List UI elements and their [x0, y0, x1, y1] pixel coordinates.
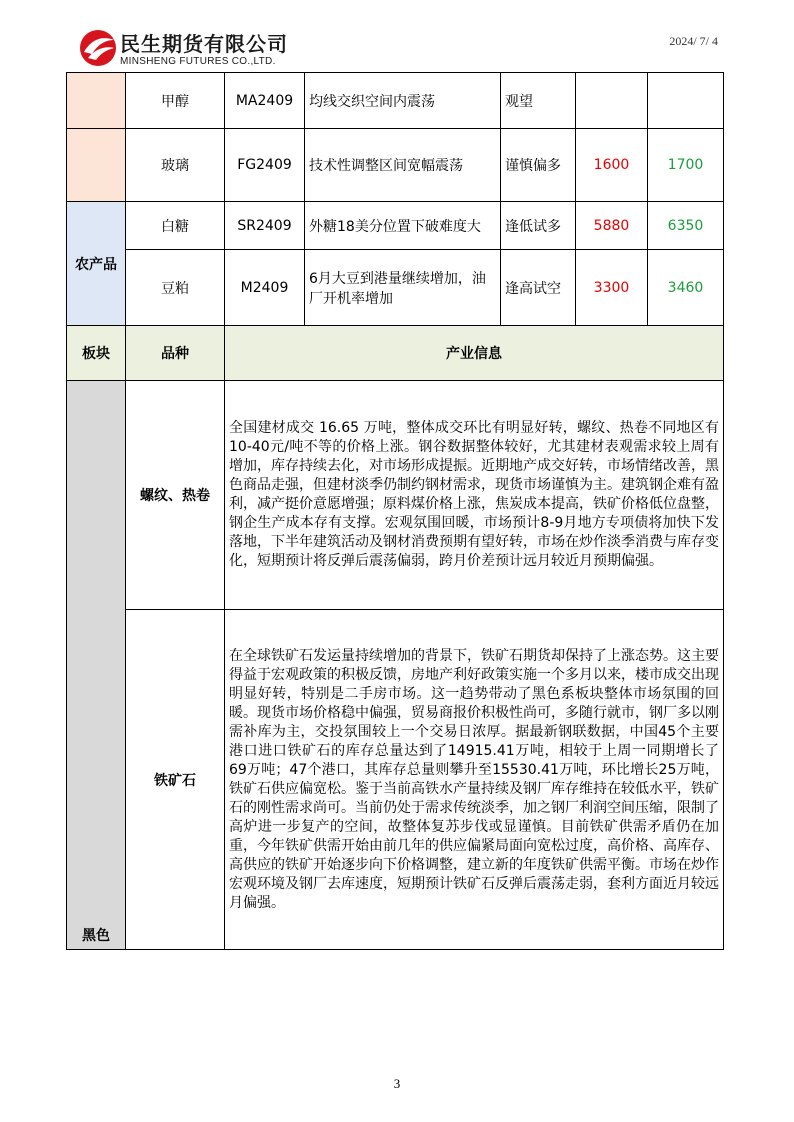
company-name-cn: 民生期货有限公司	[120, 32, 288, 56]
logic-cell: 外糖18美分位置下破难度大	[305, 202, 501, 250]
sector-cell-agri: 农产品	[67, 202, 126, 326]
sector-cell-chem	[67, 129, 126, 202]
variety-cell: 豆粕	[126, 250, 225, 326]
resistance-cell: 1700	[648, 129, 724, 202]
header-industry-info: 产业信息	[225, 326, 724, 381]
support-cell: 5880	[576, 202, 648, 250]
contract-code-cell: MA2409	[225, 73, 305, 129]
logic-cell: 均线交织空间内震荡	[305, 73, 501, 129]
resistance-cell	[648, 73, 724, 129]
logic-cell: 技术性调整区间宽幅震荡	[305, 129, 501, 202]
support-cell	[576, 73, 648, 129]
view-cell: 谨慎偏多	[501, 129, 576, 202]
table-row	[67, 129, 724, 202]
logic-cell: 6月大豆到港量继续增加，油厂开机率增加	[305, 250, 501, 326]
minsheng-logo-icon	[78, 28, 118, 68]
support-cell: 1600	[576, 129, 648, 202]
table-row	[67, 381, 724, 610]
company-logo	[78, 26, 318, 72]
variety-cell: 玻璃	[126, 129, 225, 202]
strategy-table	[66, 72, 724, 950]
view-cell: 逢低试多	[501, 202, 576, 250]
contract-code-cell: FG2409	[225, 129, 305, 202]
contract-code-cell: SR2409	[225, 202, 305, 250]
header-sector: 板块	[67, 326, 126, 381]
page-header	[0, 0, 794, 72]
industry-variety-cell: 螺纹、热卷	[126, 381, 225, 610]
industry-info-cell: 在全球铁矿石发运量持续增加的背景下，铁矿石期货却保持了上涨态势。这主要得益于宏观政策的积极反馈，房地产利好政策实施一个多月以来，楼市成交出现明显好转，特别是二手房市场。这一趋势带动了黑色系板块整体市场氛围的回暖。现货市场价格稳中偏强，贸易商报价积极性尚可，多随行就市，钢厂多以刚需补库为主，交投氛围较上一个交易日浓厚。据最新钢联数据，中国45个主要港口进口铁矿石的库存总量达到了14915.41万吨，相较于上周一同期增长了69万吨；47个港口，其库存总量则攀升至15530.41万吨，环比增长25万吨，铁矿石供应偏宽松。鉴于当前高铁水产量持续及钢厂库存维持在较低水平，铁矿石的刚性需求尚可。当前仍处于需求传统淡季，加之钢厂利润空间压缩，限制了高炉进一步复产的空间，故整体复苏步伐或显谨慎。目前铁矿供需矛盾仍在加重，今年铁矿供需开始由前几年的供应偏紧局面向宽松过度，高价格、高库存、高供应的铁矿开始逐步向下价格调整，建立新的年度铁矿供需平衡。市场在炒作宏观环境及钢厂去库速度，短期预计铁矿石反弹后震荡走弱，套利方面近月较远月偏强。	[225, 610, 724, 950]
view-cell: 观望	[501, 73, 576, 129]
contract-code-cell: M2409	[225, 250, 305, 326]
table-row	[67, 202, 724, 250]
sector-cell-chem	[67, 73, 126, 129]
header-variety: 品种	[126, 326, 225, 381]
support-cell: 3300	[576, 250, 648, 326]
industry-variety-cell: 铁矿石	[126, 610, 225, 950]
variety-cell: 甲醇	[126, 73, 225, 129]
report-date: 2024/ 7/ 4	[669, 34, 718, 48]
variety-cell: 白糖	[126, 202, 225, 250]
industry-info-cell: 全国建材成交 16.65 万吨，整体成交环比有明显好转，螺纹、热卷不同地区有10-40元/吨不等的价格上涨。钢谷数据整体较好，尤其建材表观需求较上周有增加，库存持续去化，对市场形成提振。近期地产成交好转，市场情绪改善，黑色商品走强，但建材淡季仍制约钢材需求，现货市场谨慎为主。建筑钢企难有盈利，减产挺价意愿增强；原料煤价格上涨，焦炭成本提高，铁矿价格低位盘整，钢企生产成本存有支撑。宏观氛围回暖，市场预计8-9月地方专项债将加快下发落地，下半年建筑活动及钢材消费预期有望好转，市场在炒作淡季消费与库存变化，短期预计将反弹后震荡偏弱，跨月价差预计远月较近月预期偏强。	[225, 381, 724, 610]
resistance-cell: 6350	[648, 202, 724, 250]
table-row	[67, 610, 724, 950]
table-row	[67, 250, 724, 326]
page-number: 3	[393, 1076, 401, 1091]
resistance-cell: 3460	[648, 250, 724, 326]
sector-cell-black: 黑色	[67, 381, 126, 950]
table-row	[67, 73, 724, 129]
view-cell: 逢高试空	[501, 250, 576, 326]
company-name-en: MINSHENG FUTURES CO.,LTD.	[120, 56, 276, 67]
industry-header-row	[67, 326, 724, 381]
